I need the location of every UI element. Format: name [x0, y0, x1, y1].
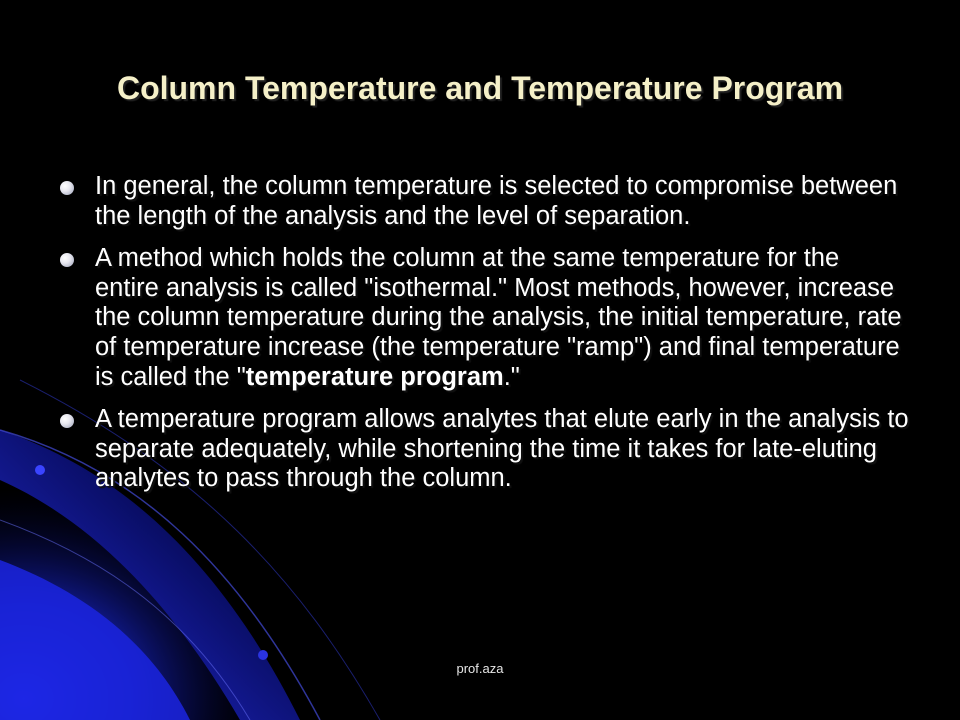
bullet-item [60, 405, 910, 494]
bullet-text-bold: temperature program [245, 362, 504, 391]
bullet-item [60, 244, 910, 392]
bullet-text-after: ." [503, 362, 520, 391]
bullet-list [60, 172, 910, 507]
slide-title: Column Temperature and Temperature Program [116, 70, 844, 106]
footer-text: prof.aza [456, 661, 504, 676]
bullet-text: A temperature program allows analytes that elute early in the analysis to separate adequately, while shortening the time it takes for late-eluting analytes to pass through the column. [95, 405, 909, 493]
bullet-icon [60, 414, 74, 428]
bullet-icon [60, 253, 74, 267]
bullet-text-before: A method which holds the column at the same temperature for the entire analysis is called "isothermal." Most methods, however, increase the column temperature during the analysis, the initial temperature, rate of temperature increase (the temperature "ramp") and final temperature is called the " [95, 244, 902, 391]
bullet-icon [60, 181, 74, 195]
bullet-text: In general, the column temperature is selected to compromise between the length of the analysis and the level of separation. [95, 172, 898, 230]
bullet-item [60, 172, 910, 231]
